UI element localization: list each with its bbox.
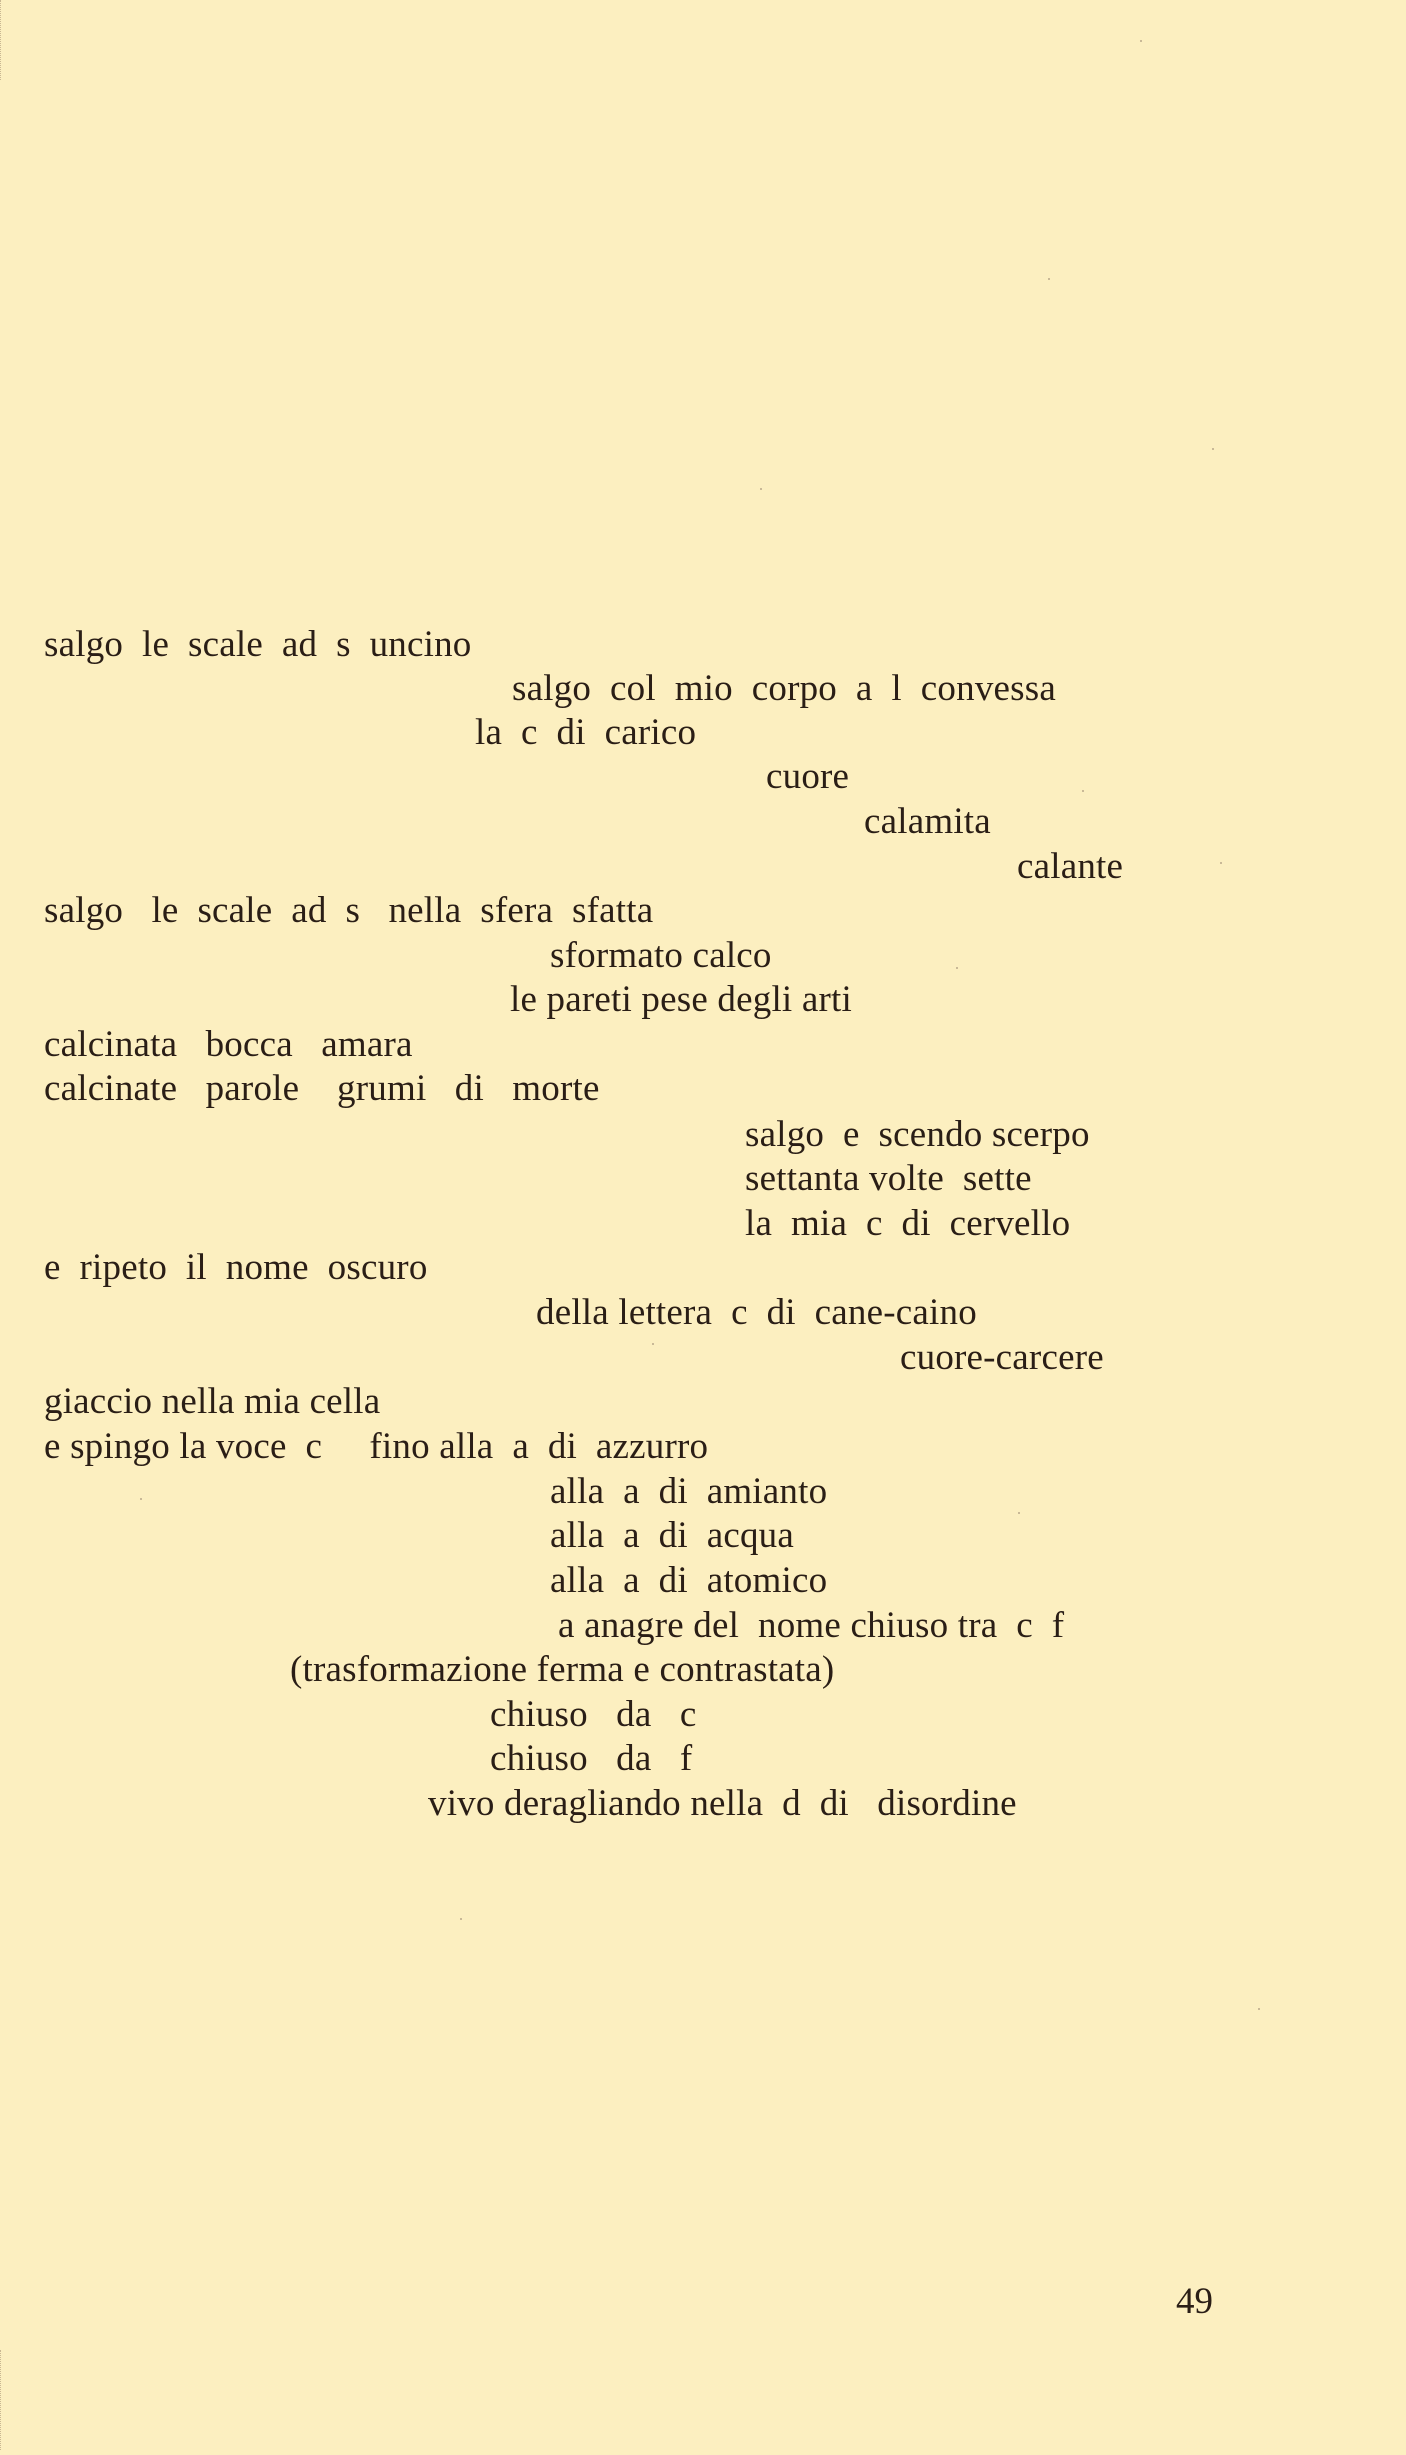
poem-line: alla a di atomico (550, 1560, 828, 1601)
poem-line: salgo col mio corpo a l convessa (512, 668, 1056, 709)
paper-speck (1048, 278, 1050, 280)
paper-speck (652, 1343, 654, 1345)
poem-line: a anagre del nome chiuso tra c f (558, 1605, 1065, 1646)
poem-line: salgo e scendo scerpo (745, 1114, 1090, 1155)
poem-line: giaccio nella mia cella (44, 1381, 381, 1422)
poem-line: la mia c di cervello (745, 1203, 1071, 1244)
page-edge-mark (0, 0, 4, 80)
paper-speck (1258, 2008, 1260, 2010)
poem-line: della lettera c di cane-caino (536, 1292, 977, 1333)
paper-speck (140, 1498, 142, 1500)
poem-line: sformato calco (550, 935, 772, 976)
poem-line: chiuso da c (490, 1694, 697, 1735)
paper-speck (1140, 40, 1142, 42)
paper-speck (1018, 1512, 1020, 1514)
poem-line: settanta volte sette (745, 1158, 1032, 1199)
poem-line: salgo le scale ad s uncino (44, 624, 472, 665)
poem-line: la c di carico (475, 712, 697, 753)
poem-line: chiuso da f (490, 1738, 693, 1779)
page-edge-mark (0, 2350, 4, 2450)
poem-line: e ripeto il nome oscuro (44, 1247, 428, 1288)
paper-speck (460, 1918, 462, 1920)
poem-line: salgo le scale ad s nella sfera sfatta (44, 890, 654, 931)
poem-line: alla a di acqua (550, 1515, 794, 1556)
paper-speck (956, 967, 958, 969)
poem-line: calcinata bocca amara (44, 1024, 413, 1065)
poem-line: calante (1017, 846, 1124, 887)
poem-line: (trasformazione ferma e contrastata) (290, 1649, 835, 1690)
paper-speck (1212, 448, 1214, 450)
poem-line: cuore-carcere (900, 1337, 1104, 1378)
page-number: 49 (1176, 2281, 1213, 2322)
poem-line: alla a di amianto (550, 1471, 828, 1512)
paper-speck (1082, 790, 1084, 792)
poem-line: le pareti pese degli arti (510, 979, 852, 1020)
paper-speck (760, 488, 762, 490)
poem-line: calamita (864, 801, 991, 842)
poem-line: calcinate parole grumi di morte (44, 1068, 600, 1109)
poem-line: vivo deragliando nella d di disordine (428, 1783, 1017, 1824)
paper-speck (1220, 862, 1222, 864)
poem-line: cuore (766, 756, 850, 797)
poem-line: e spingo la voce c fino alla a di azzurro (44, 1426, 709, 1467)
